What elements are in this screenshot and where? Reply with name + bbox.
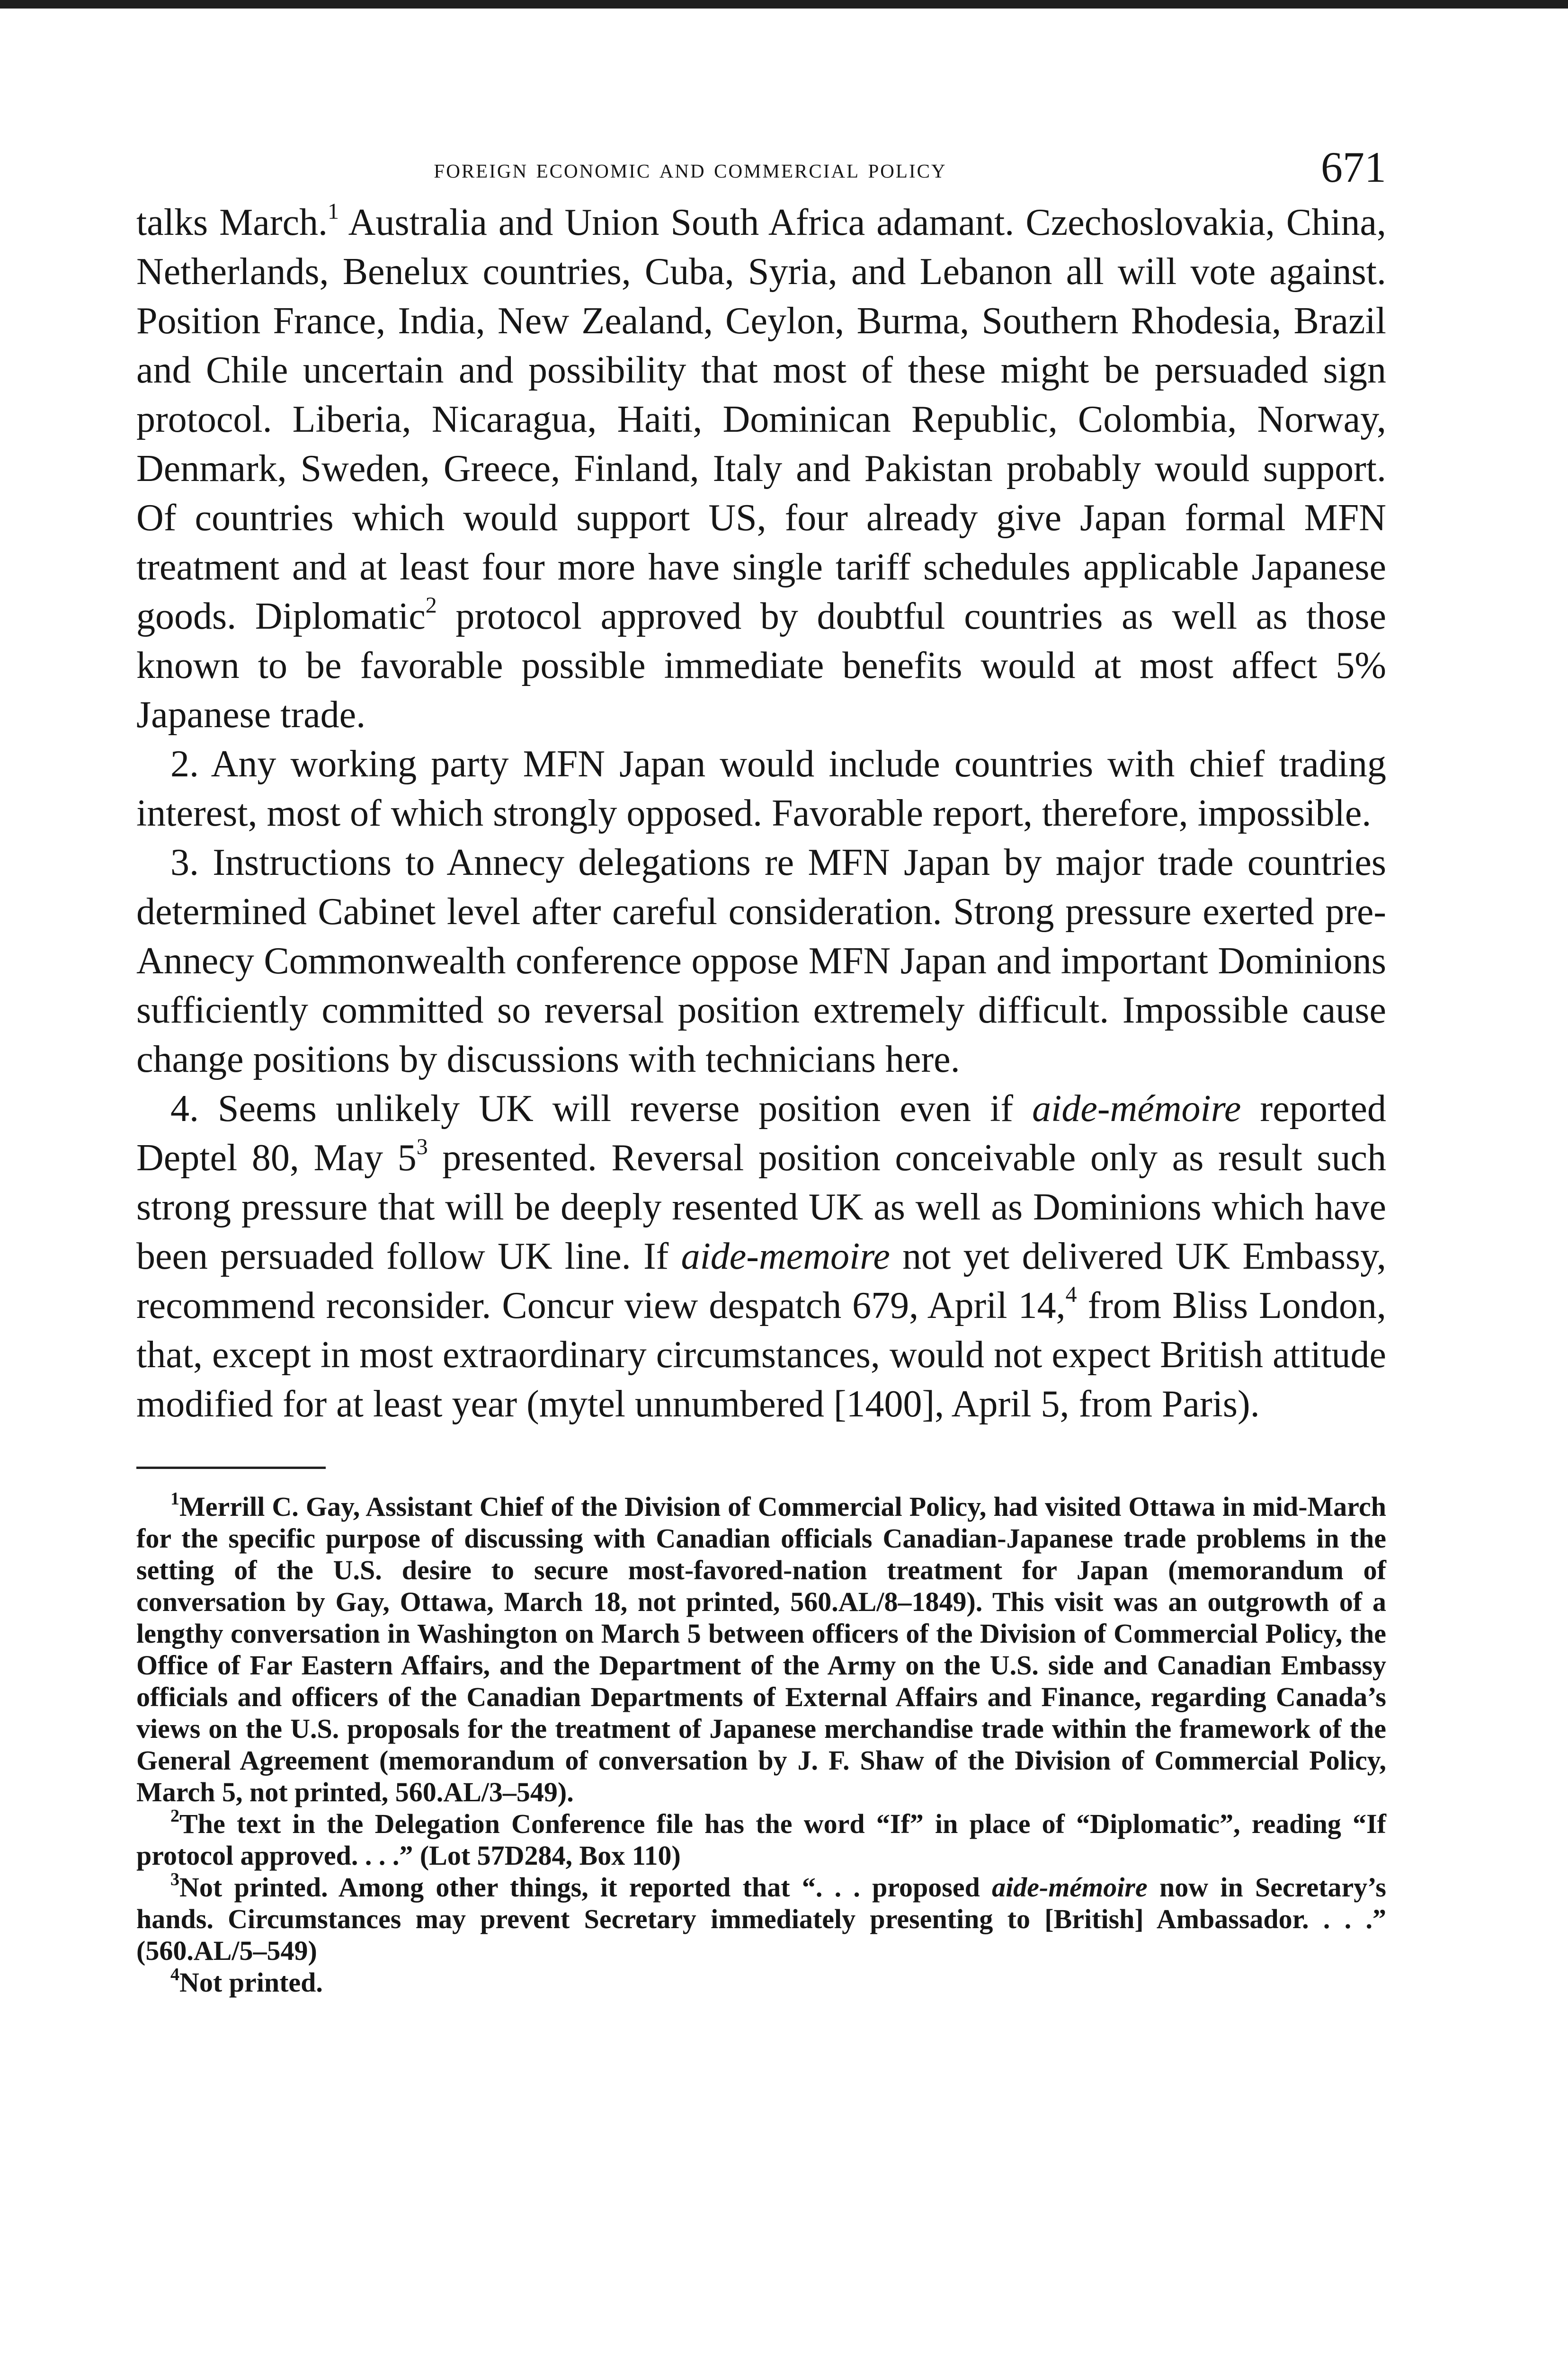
paragraph-1 [136,198,1386,739]
footnote-ref-1: 1 [327,199,339,224]
footnote-mark: 3 [170,1869,179,1889]
footnote-text: Not printed. [179,1967,323,1998]
text-run: reported Deptel 80, May 5 [136,1088,1387,1179]
footnote-mark: 2 [170,1806,179,1826]
top-border-rule [0,0,1568,9]
footnote-text: Not printed. Among other things, it reported that “. . . proposed [179,1872,992,1903]
text-run: talks March. [136,202,328,243]
body-text [136,198,1386,1429]
italic-term: aide-memoire [681,1236,890,1277]
footnote-ref-2: 2 [425,593,437,618]
paragraph-3: 3. Instructions to Annecy delegations re MFN Japan by major trade countries determined Cabinet level after careful consideration. Strong pressure exerted pre-Annecy Commonwealth conference oppose MFN Japan and important Dominions sufficiently committed so reversal position extremely difficult. Impossible cause change positions by discussions with technicians here. [136,842,1386,1080]
text-run: 4. Seems unlikely UK will reverse position even if [170,1088,1033,1130]
footnote-ref-4: 4 [1065,1282,1077,1308]
footnote-ref-3: 3 [416,1134,428,1160]
footnote-mark: 1 [170,1488,179,1509]
paragraph-4 [136,1084,1386,1429]
italic-term: aide-mémoire [1032,1088,1241,1130]
footnote-text: The text in the Delegation Conference file has the word “If” in place of “Diplomatic”, reading “If protocol approved. . . .” (Lot 57D284, Box 110) [136,1808,1386,1871]
footnote-text: Merrill C. Gay, Assistant Chief of the Division of Commercial Policy, had visited Ottawa in mid-March for the specific purpose of discussing with Canadian officials Canadian-Japanese trade problems in the setting of the U.S. desire to secure most-favored-nation treatment for Japan (memorandum of conversation by Gay, Ottawa, March 18, not printed, 560.AL/8–1849). This visit was an outgrowth of a lengthy conversation in Washington on March 5 between officers of the Division of Commercial Policy, the Office of Far Eastern Affairs, and the Department of the Army on the U.S. side and Canadian Embassy officials and officers of the Canadian Departments of External Affairs and Finance, regarding Canada’s views on the U.S. proposals for the treatment of Japanese merchandise trade within the framework of the General Agreement (memorandum of conversation by J. F. Shaw of the Division of Commercial Policy, March 5, not printed, 560.AL/3–549). [136,1491,1386,1807]
footnote-1 [136,1488,1386,1808]
page-number: 671 [1321,143,1386,191]
text-run: not yet delivered UK Embassy, recommend reconsider. Concur view despatch 679, April 14, [136,1236,1387,1326]
footnote-text: now in Secretary’s hands. Circumstances may prevent Secretary immediately presenting to [British] Ambassador. . . .” (560.AL/5–549) [136,1872,1386,1966]
text-run: from Bliss London, that, except in most extraordinary circumstances, would not expect British attitude modified for at least year (mytel unnumbered [1400], April 5, from Paris). [136,1285,1387,1425]
text-run: Australia and Union South Africa adamant. Czechoslovakia, China, Netherlands, Benelux countries, Cuba, Syria, and Lebanon all will vote against. Position France, India, New Zealand, Ceylon, Burma, Southern Rhodesia, Brazil and Chile uncertain and possibility that most of these might be persuaded sign protocol. Liberia, Nicaragua, Haiti, Dominican Republic, Colombia, Norway, Denmark, Sweden, Greece, Finland, Italy and Pakistan probably would support. Of countries which would support US, four already give Japan formal MFN treatment and at least four more have single tariff schedules applicable Japanese goods. Diplomatic [136,202,1386,637]
footnote-mark: 4 [170,1964,179,1984]
running-head-title: foreign economic and commercial policy [434,153,947,184]
paragraph-2: 2. Any working party MFN Japan would include countries with chief trading interest, most of which strongly opposed. Favorable report, therefore, impossible. [136,743,1386,834]
running-head [136,142,1386,198]
footnote-4 [136,1964,1386,1998]
footnote-3 [136,1871,1386,1967]
footnotes [136,1488,1386,1998]
italic-term: aide-mémoire [992,1872,1148,1903]
text-run: presented. Reversal position conceivable only as result such strong pressure that will be deeply resented UK as well as Dominions which have been persuaded follow UK line. If [136,1137,1386,1277]
footnote-2 [136,1808,1386,1871]
document-page [136,142,1386,1998]
footnote-separator [136,1467,326,1469]
text-run: protocol approved by doubtful countries as well as those known to be favorable possible immediate benefits would at most affect 5% Japanese trade. [136,596,1386,736]
